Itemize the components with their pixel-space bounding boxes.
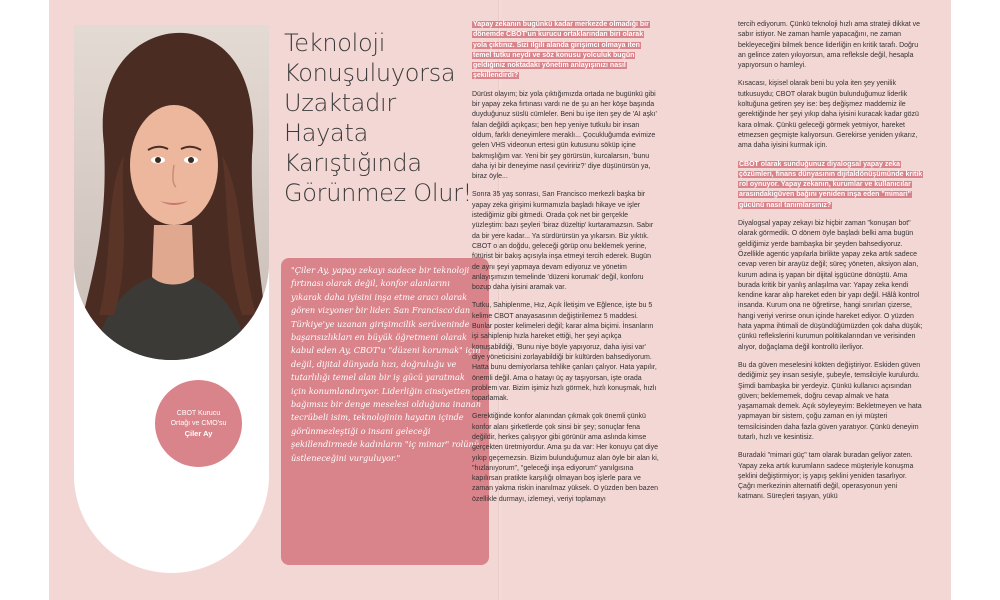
body-paragraph: Diyalogsal yapay zekayı biz hiçbir zaman "konuşan bot" olarak görmedik. O dönem öyle başladı belki ama bugün geldiğimiz yerde bambaşka bir şeyden bahsediyoruz. Özellikle agentic yapılarla birlikte yapay zeka artık sadece cevap veren bir arayüz değil; süreç yöneten, aksiyon alan, kurum adına iş yapan bir dijital işgücüne dönüştü. Ama burada kritik bir yanlış anlaşılma var: Yapay zeka kendi kendine karar alıp hareket eden bir yapı değil. Hâlâ kontrol insanda. Kurum ona ne öğretirse, hangi sınırları çizerse, hangi veriyi verirse onun içinde hareket ediyor. O yüzden hata yapma ihtimali de düşündüğümüzden çok daha düşük; çünkü reflekslerini kurumun politikalarından ve verisinden alıyor, doğaçlama değil kontrollü ilerliyor. xyxy=(738,220,923,351)
body-paragraph: Bu da güven meselesini kökten değiştiriyor. Eskiden güven dediğimiz şey insan sesiyle, şubeyle, temsilciyle kurulurdu. Şimdi bambaşka bir yerdeyiz. Çünkü kullanıcı açısından güven; beklememek, doğru cevap almak ve hata yaşamamak demek. Açık söyleyeyim: Bekletmeyen ve hata yapmayan bir sistem, çoğu zaman en iyi müşteri temsilcisinden daha fazla güven yaratıyor. Çünkü deneyim tutarlı, hızlı ve kesintisiz. xyxy=(738,361,922,441)
headline-line: Karıştığında xyxy=(284,149,422,177)
question-highlight: CBOT olarak sunduğunuz diyalogsal yapay zeka çözümleri, finans dünyasının dijitaldönüşümünde kritik rol oynuyor. Yapay zekanın, kurumlar ve kullanıcılar arasındakigüven bağını yeniden inşa eden "mimari" gücünü nasıl tanımlarsınız? xyxy=(739,160,923,209)
question-paragraph xyxy=(472,20,659,82)
headline-line: Uzaktadır xyxy=(284,89,396,117)
left-page xyxy=(49,0,499,600)
question-highlight: Yapay zekanın bugünkü kadar merkezde olmadığı bir dönemde CBOT'un kurucu ortaklarından biri olarak yola çıktınız. Sizi ilgili alanda girişimci olmaya iten temel tutku neydi ve söz konusu yolculuk bugün geldiğiniz noktadaki yönetim anlayışınızı nasıl şekillendirdi? xyxy=(473,21,649,80)
body-paragraph: Tutku, Sahiplenme, Hız, Açık İletişim ve Eğlence, işte bu 5 kelime CBOT anayasasının değiştirilemez 5 maddesi. Bunlar poster kelimeleri değil; karar alma biçimi. İnsanların işi sahiplenip hızla hareket ettiği, her şeyi açıkça konuşabildiği, 'Bunu niye böyle yapıyoruz, daha iyisi var' diye yöneticisini zorlayabildiği bir kültürden bahsediyorum. Hatta bunu demiyorlarsa tehlike çanları çalıyor. Hata yapılır, önemli değil. Ama o hatayı üç ay taşıyorsan, işte orada problem var. Bizim işimiz hızlı görmek, hızlı konuşmak, hızlı toparlamak. xyxy=(472,302,657,403)
headline-line: Konuşuluyorsa xyxy=(284,59,456,87)
headline-line: Görünmez Olur! xyxy=(284,179,472,207)
portrait-image xyxy=(74,25,269,360)
body-paragraph: Dürüst olayım; biz yola çıktığımızda ortada ne bugünkü gibi bir yapay zeka fırtınası vardı ne de şu an her köşe başında duyduğunuz süslü cümleler. Beni bu işe iten şey de 'AI aşkı' falan değildi açıkçası; ben hep yeniye tutkulu bir insan oldum, farklı deneyimlere meraklı... Çocukluğumda evimize gelen VHS videonun ertesi gün kutusunu söküp içine bakmışlığım var. Yeni bir şey görürsün, kurcalarsın, 'bunu daha iyi bir deneyime nasıl çeviririz?' diye düşünürsün ya, biraz öyle... xyxy=(472,90,657,181)
caption-line-2: Ortağı ve CMO'su xyxy=(170,419,227,427)
article-headline xyxy=(284,28,494,208)
caption-line-1: CBOT Kurucu xyxy=(176,409,221,417)
body-paragraph: Buradaki "mimari güç" tam olarak buradan geliyor zaten. Yapay zeka artık kurumların sadece müşteriyle konuşma şeklini değiştirmiyor; iş yapış şeklini yeniden tasarlıyor. Çağrı merkezinin alternatifi değil, operasyonun yeni katmanı. Süreçleri taşıyan, yükü xyxy=(738,452,914,501)
body-paragraph: Kısacası, kişisel olarak beni bu yola iten şey yenilik tutkusuydu; CBOT olarak bugün bulunduğumuz liderlik koltuğuna getiren şey ise: beş değişmez maddemiz ile gerektiğinde her şeyi yıkıp daha iyisini kuracak kadar gözü kara olmak. Çünkü geleceği görmek yetmiyor, hareket etmezsen geçmişte kalıyorsun. Gerekirse yeniden yıkarız, ama daha iyisini kurmak için. xyxy=(738,80,919,150)
portrait-photo xyxy=(74,25,269,360)
caption-badge xyxy=(155,380,242,467)
text-column-2 xyxy=(738,20,925,511)
pull-quote xyxy=(281,258,489,565)
portrait-card xyxy=(74,25,269,573)
body-paragraph: tercih ediyorum. Çünkü teknoloji hızlı ama strateji dikkat ve sabır istiyor. Ne zaman hamle yapacağını, ne zaman bekleyeceğini bilmek bence liderliğin en kritik tarafı. Doğru an gelince zaten yıkıyorsun, ama refleksle değil, hesapla yapıyorsun o hamleyi. xyxy=(738,21,921,70)
headline-line: Teknoloji xyxy=(284,29,386,57)
body-paragraph: Gerektiğinde konfor alanından çıkmak çok önemli çünkü konfor alanı şirketlerde çok sinsi bir şey; sonuçlar fena değildir, herkes çalışıyor gibi görünür ama aslında kimse gerçekten üretmiyordur. Ama şu da var: Her konuyu çat diye yıkıp geçemezsin. Bizim bulunduğumuz alan öyle bir alan ki, "hızlanıyorum", "geleceği inşa ediyorum" yanılgısına kapılırsan pratikte karşılığı olmayan boş işlerle para ve zaman yakma riskin inanılmaz yüksek. O yüzden ben bazen özellikle durmayı, izlemeyi, veriyi toplamayı xyxy=(472,413,659,503)
headline-line: Hayata xyxy=(284,119,368,147)
text-column-1 xyxy=(472,20,659,513)
pull-quote-text: "Çiler Ay, yapay zekayı sadece bir teknoloji fırtınası olarak değil, konfor alanlarını yıkarak daha iyisini inşa etme aracı olarak gören vizyoner bir lider. San Francisco'dan Türkiye'ye uzanan girişimcilik serüveninde başarısızlıkları en büyük öğretmeni olarak kabul eden Ay, CBOT'u "düzeni korumak" için değil, dijital dünyada hızı, doğruluğu ve tutarlılığı temel alan bir iş gücü yaratmak için konumlandırıyor. Liderliğin cinsiyetten bağımsız bir denge meselesi olduğuna inanan tecrübeli isim, teknolojinin hayatın içinde görünmezleştiği o insani geleceği şekillendirmede kadınların "iç mimar" rolünü üstleneceğini vurguluyor." xyxy=(291,265,481,463)
caption-name: Çiler Ay xyxy=(184,428,213,438)
body-paragraph: Sonra 35 yaş sonrası, San Francisco merkezli başka bir yapay zeka girişimi kurmamızla başladı hikaye ve işler istediğimiz gibi gitmedi. Orada çok net bir gerçekle yüzleştim: bazı şeyleri 'biraz düzeltip' kurtaramazsın. Sabır da bir yere kadar... Ya sürdürürsün ya yıkarsın. Biz yıktık. CBOT o an doğdu, geleceği görüp onu beklemek yerine, fütürist bir bakış açısıyla inşa etmeyi tercih ederek. Bugün de aynı şeyi yapmaya devam ediyoruz ve yönetim anlayışımızın temelinde 'düzeni korumak' değil, konforu bozup daha iyisini aramak var. xyxy=(472,191,654,292)
question-paragraph xyxy=(738,160,925,211)
